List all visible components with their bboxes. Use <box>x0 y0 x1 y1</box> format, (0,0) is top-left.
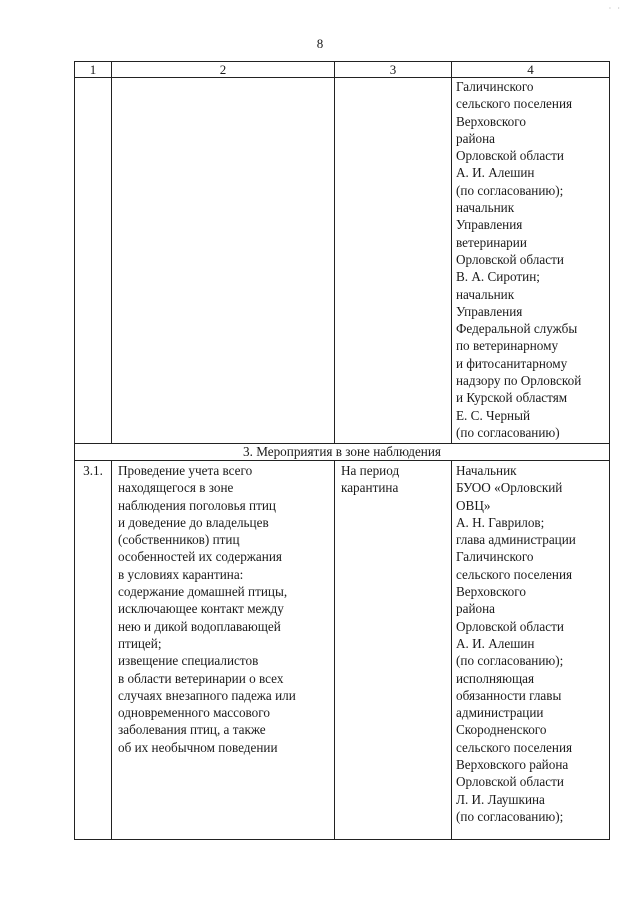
text-line: сельского поселения <box>456 739 573 755</box>
text-line: Галичинского <box>456 549 534 565</box>
text-line: В. А. Сиротин; <box>456 269 540 285</box>
text-line: и фитосанитарному <box>456 355 568 371</box>
text-line: Скородненского <box>456 722 547 738</box>
text-line: обязанности главы <box>456 687 562 703</box>
text-line: извещение специалистов <box>118 653 259 669</box>
text-line: БУОО «Орловский <box>456 480 563 496</box>
text-line: находящегося в зоне <box>118 480 234 496</box>
text-line: ОВЦ» <box>456 497 491 513</box>
text-line: Проведение учета всего <box>118 463 253 478</box>
text-line: исключающее контакт между <box>118 601 284 617</box>
text-line: ветеринарии <box>456 234 527 250</box>
text-line: А. И. Алешин <box>456 165 535 181</box>
text-line: особенностей их содержания <box>118 549 282 565</box>
text-line: района <box>456 601 496 617</box>
text-line: (по согласованию); <box>456 653 564 669</box>
page-number: 8 <box>316 36 324 51</box>
text-line: На период <box>341 463 400 478</box>
cell-empty-1 <box>75 78 112 444</box>
text-line: Галичинского <box>456 79 534 94</box>
cell-responsible <box>452 461 610 840</box>
text-line: одновременного массового <box>118 705 270 721</box>
text-line: (по согласованию) <box>456 424 560 440</box>
text-line: начальник <box>456 200 515 216</box>
text-line: Л. И. Лаушкина <box>456 791 545 807</box>
text-line: Управления <box>456 217 523 233</box>
text-line: Е. С. Черный <box>456 407 531 423</box>
cell-description <box>112 461 335 840</box>
text-line: Федеральной службы <box>456 321 578 337</box>
cell-empty-3 <box>335 78 452 444</box>
text-line: (по согласованию); <box>456 808 564 824</box>
text-line: и доведение до владельцев <box>118 514 269 530</box>
text-line: об их необычном поведении <box>118 739 278 755</box>
text-line: карантина <box>341 480 399 496</box>
corner-mark: · · <box>608 4 622 13</box>
text-line: А. Н. Гаврилов; <box>456 514 545 530</box>
text-line: А. И. Алешин <box>456 635 535 651</box>
header-col-3: 3 <box>335 62 452 78</box>
table-header-row <box>75 62 610 78</box>
cell-responsible-continued <box>452 78 610 444</box>
section-title: 3. Мероприятия в зоне наблюдения <box>75 444 610 461</box>
header-col-2: 2 <box>112 62 335 78</box>
text-line: случаях внезапного падежа или <box>118 687 296 703</box>
text-line: администрации <box>456 705 544 721</box>
text-line: сельского поселения <box>456 566 573 582</box>
text-line: Верховского района <box>456 757 569 773</box>
measures-table <box>74 61 610 840</box>
text-line: и Курской областям <box>456 390 568 406</box>
text-line: (по согласованию); <box>456 182 564 198</box>
text-line: надзору по Орловской <box>456 373 582 389</box>
cell-item-number: 3.1. <box>75 461 112 840</box>
text-line: Орловской области <box>456 774 564 790</box>
text-line: Орловской области <box>456 251 564 267</box>
text-line: в условиях карантина: <box>118 566 244 582</box>
header-col-4: 4 <box>452 62 610 78</box>
cell-period <box>335 461 452 840</box>
text-line: по ветеринарному <box>456 338 559 354</box>
text-line: наблюдения поголовья птиц <box>118 497 276 513</box>
cell-empty-2 <box>112 78 335 444</box>
text-line: Верховского <box>456 584 526 600</box>
text-line: Орловской области <box>456 148 564 164</box>
text-line: сельского поселения <box>456 96 573 112</box>
text-line: Управления <box>456 303 523 319</box>
text-line: района <box>456 130 496 146</box>
section-row <box>75 444 610 461</box>
text-line: птицей; <box>118 635 162 651</box>
text-line: (собственников) птиц <box>118 532 240 548</box>
text-line: глава администрации <box>456 532 576 548</box>
text-line: Орловской области <box>456 618 564 634</box>
text-line: Верховского <box>456 113 526 129</box>
text-line: нею и дикой водоплавающей <box>118 618 281 634</box>
table-row-continued <box>75 78 610 444</box>
text-line: начальник <box>456 286 515 302</box>
text-line: заболевания птиц, а также <box>118 722 266 738</box>
header-col-1: 1 <box>75 62 112 78</box>
text-line: в области ветеринарии о всех <box>118 670 284 686</box>
text-line: содержание домашней птицы, <box>118 584 288 600</box>
text-line: Начальник <box>456 463 517 478</box>
table-row-3-1 <box>75 461 610 840</box>
text-line: исполняющая <box>456 670 535 686</box>
